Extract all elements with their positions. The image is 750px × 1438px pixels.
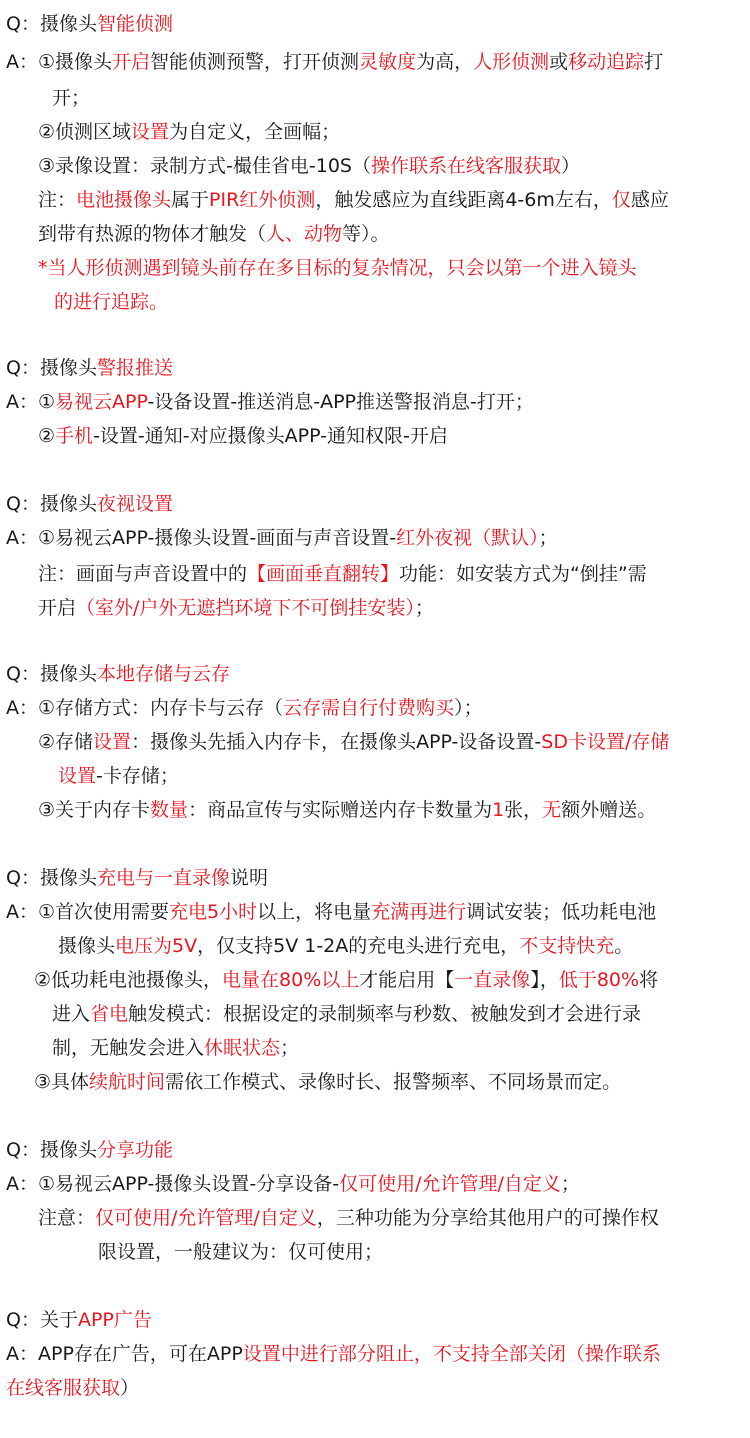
body-text: ，仅支持5V 1-2A的充电头进行充电， bbox=[197, 935, 520, 957]
body-text: ③具体 bbox=[34, 1071, 90, 1093]
highlight-text: 电量在80%以上 bbox=[222, 969, 360, 991]
body-text: Q：摄像头 bbox=[6, 357, 97, 379]
faq-line bbox=[0, 764, 750, 788]
faq-line bbox=[0, 1206, 750, 1230]
faq-line bbox=[0, 424, 750, 448]
body-text: ：商品宣传与实际赠送内存卡数量为 bbox=[188, 799, 493, 821]
body-text: 感应 bbox=[630, 189, 669, 211]
faq-line bbox=[0, 1036, 750, 1060]
faq-line bbox=[0, 526, 750, 550]
body-text: Q：摄像头 bbox=[6, 867, 97, 889]
highlight-text: 充电5小时 bbox=[169, 901, 258, 923]
faq-line bbox=[0, 900, 750, 924]
body-text: ③录像设置：录制方式-樶佳省电-10S（ bbox=[38, 155, 371, 177]
highlight-text: 夜视设置 bbox=[96, 493, 173, 515]
highlight-text: 的进行追踪。 bbox=[54, 291, 169, 313]
body-text: ） bbox=[561, 155, 581, 177]
faq-line bbox=[0, 12, 750, 36]
highlight-text: 低于80% bbox=[558, 969, 640, 991]
body-text: 才能启用【 bbox=[359, 969, 455, 991]
faq-line bbox=[0, 356, 750, 380]
body-text: 需依工作模式、录像时长、报警频率、不同场景而定。 bbox=[165, 1071, 622, 1093]
body-text: ； bbox=[280, 1037, 300, 1059]
highlight-text: 省电 bbox=[90, 1003, 129, 1025]
highlight-text: 本地存储与云存 bbox=[96, 663, 230, 685]
body-text: ②侦测区域 bbox=[38, 121, 132, 143]
highlight-text: *当人形侦测遇到镜头前存在多目标的复杂情况，只会以第一个进入镜头 bbox=[38, 257, 637, 279]
body-text: ② bbox=[38, 425, 56, 447]
highlight-text: 电压为5V bbox=[115, 935, 198, 957]
body-text: ，触发感应为直线距离4-6m左右， bbox=[315, 189, 612, 211]
faq-line bbox=[0, 188, 750, 212]
body-text: 限设置，一般建议为：仅可使用； bbox=[98, 1241, 384, 1263]
body-text: 触发模式：根据设定的录制频率与秒数、被触发到才会进行录 bbox=[128, 1003, 642, 1025]
body-text: A：①摄像头 bbox=[6, 51, 113, 73]
body-text: A：①易视云APP-摄像头设置-分享设备- bbox=[6, 1173, 340, 1195]
body-text: ③关于内存卡 bbox=[38, 799, 151, 821]
highlight-text: 续航时间 bbox=[89, 1071, 166, 1093]
highlight-text: 灵敏度 bbox=[359, 51, 417, 73]
highlight-text: 休眠状态 bbox=[204, 1037, 281, 1059]
faq-line bbox=[0, 1376, 750, 1400]
highlight-text: 设置 bbox=[131, 121, 170, 143]
body-text: ，三种功能为分享给其他用户的可操作权 bbox=[316, 1207, 659, 1229]
faq-line bbox=[0, 86, 750, 110]
faq-line bbox=[0, 256, 750, 280]
faq-line bbox=[0, 866, 750, 890]
highlight-text: 设置中进行部分阻止，不支持全部关闭（操作联系 bbox=[242, 1343, 661, 1365]
highlight-text: 手机 bbox=[55, 425, 94, 447]
highlight-text: APP广告 bbox=[77, 1309, 152, 1331]
body-text: 等）。 bbox=[342, 223, 390, 245]
body-text: -设置-通知-对应摄像头APP-通知权限-开启 bbox=[93, 425, 448, 447]
highlight-text: 仅可使用/允许管理/自定义 bbox=[95, 1207, 317, 1229]
body-text: A：① bbox=[6, 391, 56, 413]
highlight-text: （室外/户外无遮挡环境下不可倒挂安装） bbox=[76, 597, 415, 619]
body-text: Q：摄像头 bbox=[6, 493, 97, 515]
highlight-text: 数量 bbox=[150, 799, 189, 821]
body-text: 注：画面与声音设置中的 bbox=[38, 563, 248, 585]
highlight-text: 不支持快充 bbox=[519, 935, 615, 957]
body-text: A：①易视云APP-摄像头设置-画面与声音设置- bbox=[6, 527, 397, 549]
highlight-text: 设置 bbox=[93, 731, 132, 753]
body-text: Q：摄像头 bbox=[6, 1139, 97, 1161]
body-text: Q：关于 bbox=[6, 1309, 78, 1331]
body-text: ②存储 bbox=[38, 731, 94, 753]
highlight-text: 智能侦测 bbox=[96, 13, 173, 35]
faq-line bbox=[0, 222, 750, 246]
body-text: 调试安装；低功耗电池 bbox=[466, 901, 657, 923]
body-text: ）； bbox=[454, 697, 483, 719]
body-text: 。 bbox=[614, 935, 634, 957]
body-text: 摄像头 bbox=[58, 935, 116, 957]
highlight-text: 人、动物 bbox=[266, 223, 343, 245]
body-text: ； bbox=[414, 597, 434, 619]
faq-line bbox=[0, 390, 750, 414]
faq-line bbox=[0, 968, 750, 992]
faq-line bbox=[0, 1138, 750, 1162]
faq-line bbox=[0, 1172, 750, 1196]
body-text: 智能侦测预警，打开侦测 bbox=[150, 51, 360, 73]
highlight-text: 设置 bbox=[58, 765, 97, 787]
body-text: 注意： bbox=[38, 1207, 96, 1229]
highlight-text: 警报推送 bbox=[96, 357, 173, 379]
highlight-text: 易视云APP bbox=[55, 391, 148, 413]
highlight-text: 1 bbox=[492, 799, 505, 821]
body-text: 开启 bbox=[38, 597, 77, 619]
faq-line bbox=[0, 662, 750, 686]
faq-line bbox=[0, 120, 750, 144]
body-text: 注： bbox=[38, 189, 77, 211]
body-text: 额外赠送。 bbox=[561, 799, 657, 821]
body-text: ； bbox=[560, 1173, 580, 1195]
body-text: ：摄像头先插入内存卡，在摄像头APP-设备设置- bbox=[131, 731, 542, 753]
body-text: 功能：如安装方式为“倒挂”需 bbox=[399, 563, 647, 585]
body-text: 】， bbox=[530, 969, 559, 991]
faq-line bbox=[0, 696, 750, 720]
faq-line bbox=[0, 1002, 750, 1026]
body-text: Q：摄像头 bbox=[6, 13, 97, 35]
body-text: Q：摄像头 bbox=[6, 663, 97, 685]
faq-line bbox=[0, 798, 750, 822]
highlight-text: 云存需自行付费购买 bbox=[283, 697, 455, 719]
highlight-text: 【画面垂直翻转】 bbox=[247, 563, 400, 585]
body-text: 到带有热源的物体才触发（ bbox=[38, 223, 267, 245]
faq-line bbox=[0, 154, 750, 178]
highlight-text: 充电与一直录像 bbox=[96, 867, 230, 889]
faq-line bbox=[0, 596, 750, 620]
highlight-text: 一直录像 bbox=[454, 969, 531, 991]
highlight-text: PIR红外侦测 bbox=[209, 189, 316, 211]
body-text: 以上，将电量 bbox=[257, 901, 372, 923]
highlight-text: 仅可使用/允许管理/自定义 bbox=[339, 1173, 561, 1195]
highlight-text: 仅 bbox=[611, 189, 631, 211]
body-text: A：①存储方式：内存卡与云存（ bbox=[6, 697, 284, 719]
body-text: -卡存储； bbox=[96, 765, 179, 787]
faq-line bbox=[0, 1070, 750, 1094]
faq-line bbox=[0, 492, 750, 516]
highlight-text: 开启 bbox=[112, 51, 151, 73]
faq-line bbox=[0, 290, 750, 314]
body-text: 开； bbox=[52, 87, 91, 109]
body-text: 为高， bbox=[416, 51, 474, 73]
highlight-text: 电池摄像头 bbox=[76, 189, 172, 211]
body-text: 制，无触发会进入 bbox=[52, 1037, 205, 1059]
body-text: 说明 bbox=[229, 867, 268, 889]
highlight-text: 红外夜视（默认） bbox=[396, 527, 539, 549]
faq-line bbox=[0, 934, 750, 958]
highlight-text: 充满再进行 bbox=[371, 901, 467, 923]
body-text: 打 bbox=[644, 51, 664, 73]
body-text: ） bbox=[120, 1377, 140, 1399]
highlight-text: 分享功能 bbox=[96, 1139, 173, 1161]
highlight-text: 无 bbox=[542, 799, 562, 821]
body-text: ②低功耗电池摄像头， bbox=[34, 969, 223, 991]
highlight-text: 移动追踪 bbox=[568, 51, 645, 73]
highlight-text: 操作联系在线客服获取 bbox=[370, 155, 561, 177]
body-text: 属于 bbox=[171, 189, 210, 211]
body-text: 或 bbox=[549, 51, 569, 73]
body-text: 张， bbox=[504, 799, 543, 821]
faq-line bbox=[0, 1240, 750, 1264]
faq-line bbox=[0, 562, 750, 586]
body-text: 进入 bbox=[52, 1003, 91, 1025]
body-text: A：APP存在广告，可在APP bbox=[6, 1343, 243, 1365]
body-text: 为自定义，全画幅； bbox=[169, 121, 341, 143]
body-text: -设备设置-推送消息-APP推送警报消息-打开； bbox=[147, 391, 534, 413]
highlight-text: 在线客服获取 bbox=[6, 1377, 121, 1399]
faq-line bbox=[0, 1308, 750, 1332]
body-text: 将 bbox=[639, 969, 659, 991]
faq-line bbox=[0, 730, 750, 754]
body-text: A：①首次使用需要 bbox=[6, 901, 170, 923]
faq-line bbox=[0, 1342, 750, 1366]
highlight-text: SD卡设置/存储 bbox=[541, 731, 670, 753]
highlight-text: 人形侦测 bbox=[473, 51, 550, 73]
body-text: ； bbox=[538, 527, 558, 549]
faq-line bbox=[0, 50, 750, 74]
